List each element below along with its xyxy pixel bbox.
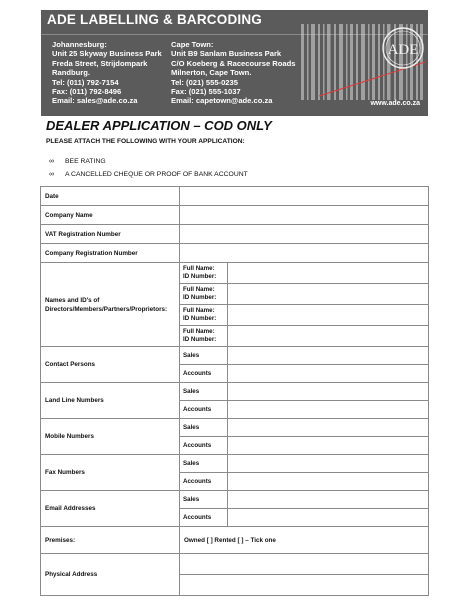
director-field[interactable]: [228, 326, 429, 347]
full-name-label: Full Name:: [183, 328, 215, 336]
names-ids-label: Names and ID's of Directors/Members/Partners/Proprietors:: [41, 263, 180, 347]
email-accounts-field[interactable]: [228, 509, 429, 527]
director-field[interactable]: [228, 305, 429, 326]
director-labels: [180, 305, 228, 326]
full-name-label: Full Name:: [183, 307, 215, 315]
address-line: Tel: (021) 555-0235: [171, 77, 238, 87]
list-item: [49, 155, 248, 168]
accounts-label: Accounts: [180, 401, 228, 419]
address-line: Johannesburg:: [52, 40, 107, 49]
company-name: ADE LABELLING & BARCODING: [47, 12, 262, 27]
list-item-label: BEE RATING: [65, 158, 106, 165]
date-field[interactable]: [180, 187, 429, 206]
company-name-label: Company Name: [41, 206, 180, 225]
vat-label: VAT Registration Number: [41, 225, 180, 244]
accounts-label: Accounts: [180, 473, 228, 491]
id-number-label: ID Number:: [183, 273, 217, 280]
attachment-instruction: PLEASE ATTACH THE FOLLOWING WITH YOUR APPLICATION:: [46, 138, 245, 145]
sales-label: Sales: [180, 419, 228, 437]
fax-accounts-field[interactable]: [228, 473, 429, 491]
fax-sales-field[interactable]: [228, 455, 429, 473]
sales-label: Sales: [180, 491, 228, 509]
bullet-icon: ∞: [49, 171, 54, 178]
address-line: Milnerton, Cape Town.: [171, 68, 252, 78]
list-item-label: A CANCELLED CHEQUE OR PROOF OF BANK ACCOUNT: [65, 171, 248, 178]
mobile-accounts-field[interactable]: [228, 437, 429, 455]
contact-persons-label: Contact Persons: [41, 347, 180, 383]
land-line-accounts-field[interactable]: [228, 401, 429, 419]
johannesburg-address: [52, 40, 162, 106]
director-field[interactable]: [228, 263, 429, 284]
id-number-label: ID Number:: [183, 294, 217, 301]
letterhead: [41, 10, 428, 116]
full-name-label: Full Name:: [183, 265, 215, 273]
physical-address-label: Physical Address: [41, 554, 180, 596]
id-number-label: ID Number:: [183, 336, 217, 343]
application-form: [40, 186, 429, 596]
sales-label: Sales: [180, 347, 228, 365]
address-line: Fax: (021) 555-1037: [171, 87, 241, 97]
accounts-label: Accounts: [180, 437, 228, 455]
bullet-icon: ∞: [49, 158, 54, 165]
page-title: DEALER APPLICATION – COD ONLY: [46, 118, 272, 133]
director-field[interactable]: [228, 284, 429, 305]
email-label: Email Addresses: [41, 491, 180, 527]
address-line: Unit B9 Sanlam Business Park: [171, 49, 282, 59]
land-line-label: Land Line Numbers: [41, 383, 180, 419]
company-name-field[interactable]: [180, 206, 429, 225]
mobile-sales-field[interactable]: [228, 419, 429, 437]
premises-field[interactable]: Owned [ ] Rented [ ] – Tick one: [180, 527, 429, 554]
address-line-2[interactable]: [180, 575, 428, 595]
full-name-label: Full Name:: [183, 286, 215, 294]
address-line: Email: sales@ade.co.za: [52, 96, 138, 106]
contact-accounts-field[interactable]: [228, 365, 429, 383]
sales-label: Sales: [180, 455, 228, 473]
accounts-label: Accounts: [180, 509, 228, 527]
sales-label: Sales: [180, 383, 228, 401]
cape-town-address: [171, 40, 296, 106]
company-reg-field[interactable]: [180, 244, 429, 263]
logo-lettering: ADE: [387, 42, 419, 58]
company-reg-label: Company Registration Number: [41, 244, 180, 263]
director-labels: [180, 263, 228, 284]
barcode-logo-graphic: [299, 24, 425, 100]
address-line: Randburg.: [52, 68, 90, 78]
director-labels: [180, 326, 228, 347]
fax-label: Fax Numbers: [41, 455, 180, 491]
website: www.ade.co.za: [370, 100, 420, 107]
premises-label: Premises:: [41, 527, 180, 554]
director-labels: [180, 284, 228, 305]
vat-field[interactable]: [180, 225, 429, 244]
address-line-1[interactable]: [180, 554, 428, 575]
list-item: [49, 168, 248, 181]
accounts-label: Accounts: [180, 365, 228, 383]
date-label: Date: [41, 187, 180, 206]
email-sales-field[interactable]: [228, 491, 429, 509]
address-line: Fax: (011) 792-8496: [52, 87, 122, 97]
address-line: Unit 25 Skyway Business Park: [52, 49, 162, 59]
address-line: Freda Street, Strijdompark: [52, 58, 148, 68]
id-number-label: ID Number:: [183, 315, 217, 322]
physical-address-field[interactable]: [180, 554, 429, 596]
contact-sales-field[interactable]: [228, 347, 429, 365]
land-line-sales-field[interactable]: [228, 383, 429, 401]
attachment-list: [49, 155, 248, 181]
mobile-label: Mobile Numbers: [41, 419, 180, 455]
address-line: C/O Koeberg & Racecourse Roads: [171, 58, 296, 68]
address-line: Cape Town:: [171, 40, 214, 49]
address-line: Email: capetown@ade.co.za: [171, 96, 273, 106]
address-line: Tel: (011) 792-7154: [52, 77, 119, 87]
